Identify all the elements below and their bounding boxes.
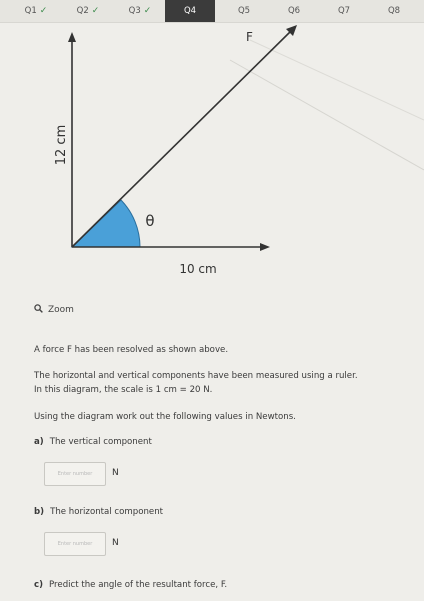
horizontal-component-input[interactable]: Enter number <box>44 532 106 556</box>
check-icon: ✓ <box>143 6 152 16</box>
tab-q8-label: Q8 <box>387 6 401 16</box>
force-label: F <box>246 30 253 44</box>
vertical-arrowhead <box>68 32 76 42</box>
part-b-letter: b) <box>34 507 45 517</box>
question-part-b <box>34 507 163 517</box>
horizontal-label: 10 cm <box>179 262 217 276</box>
zoom-label: Zoom <box>48 305 74 315</box>
vertical-label: 12 cm <box>54 124 69 166</box>
question-text-line-3: In this diagram, the scale is 1 cm = 20 N. <box>34 385 213 395</box>
search-icon <box>34 304 43 316</box>
question-part-a <box>34 437 152 447</box>
tab-q2-label: Q2 <box>76 6 89 16</box>
tab-q6[interactable] <box>272 0 316 22</box>
tab-q7[interactable] <box>322 0 366 22</box>
part-a-text: The vertical component <box>49 437 152 447</box>
part-c-text: Predict the angle of the resultant force, F. <box>49 580 228 590</box>
background-line <box>230 60 424 170</box>
part-c-letter: c) <box>34 580 44 590</box>
resultant-force-line <box>72 30 292 247</box>
vertical-unit-label: N <box>112 468 119 478</box>
question-text-line-2: The horizontal and vertical components have been measured using a ruler. <box>34 371 358 381</box>
tab-q6-label: Q6 <box>287 6 301 16</box>
question-tab-bar <box>0 0 424 23</box>
tab-q5-label: Q5 <box>237 6 251 16</box>
question-text-line-4: Using the diagram work out the following values in Newtons. <box>34 412 296 422</box>
background-line <box>250 40 424 120</box>
tab-q1-label: Q1 <box>24 6 37 16</box>
force-diagram <box>0 22 424 292</box>
horizontal-arrowhead <box>260 243 270 251</box>
angle-sector <box>72 200 140 247</box>
tab-q4[interactable] <box>165 0 215 22</box>
question-text-line-1: A force F has been resolved as shown above. <box>34 345 229 355</box>
vertical-component-input[interactable]: Enter number <box>44 462 106 486</box>
part-b-text: The horizontal component <box>50 507 164 517</box>
zoom-button[interactable] <box>34 304 74 316</box>
tab-q5[interactable] <box>222 0 266 22</box>
tab-q1[interactable] <box>14 0 58 22</box>
tab-q8[interactable] <box>372 0 416 22</box>
check-icon: ✓ <box>39 6 48 16</box>
tab-q3[interactable] <box>118 0 162 22</box>
question-part-c <box>34 580 227 590</box>
check-icon: ✓ <box>91 6 100 16</box>
tab-q7-label: Q7 <box>337 6 351 16</box>
angle-symbol: θ <box>145 212 155 230</box>
horizontal-unit-label: N <box>112 538 119 548</box>
tab-q4-label: Q4 <box>183 6 197 16</box>
tab-q3-label: Q3 <box>128 6 141 16</box>
tab-q2[interactable] <box>66 0 110 22</box>
part-a-letter: a) <box>34 437 44 447</box>
